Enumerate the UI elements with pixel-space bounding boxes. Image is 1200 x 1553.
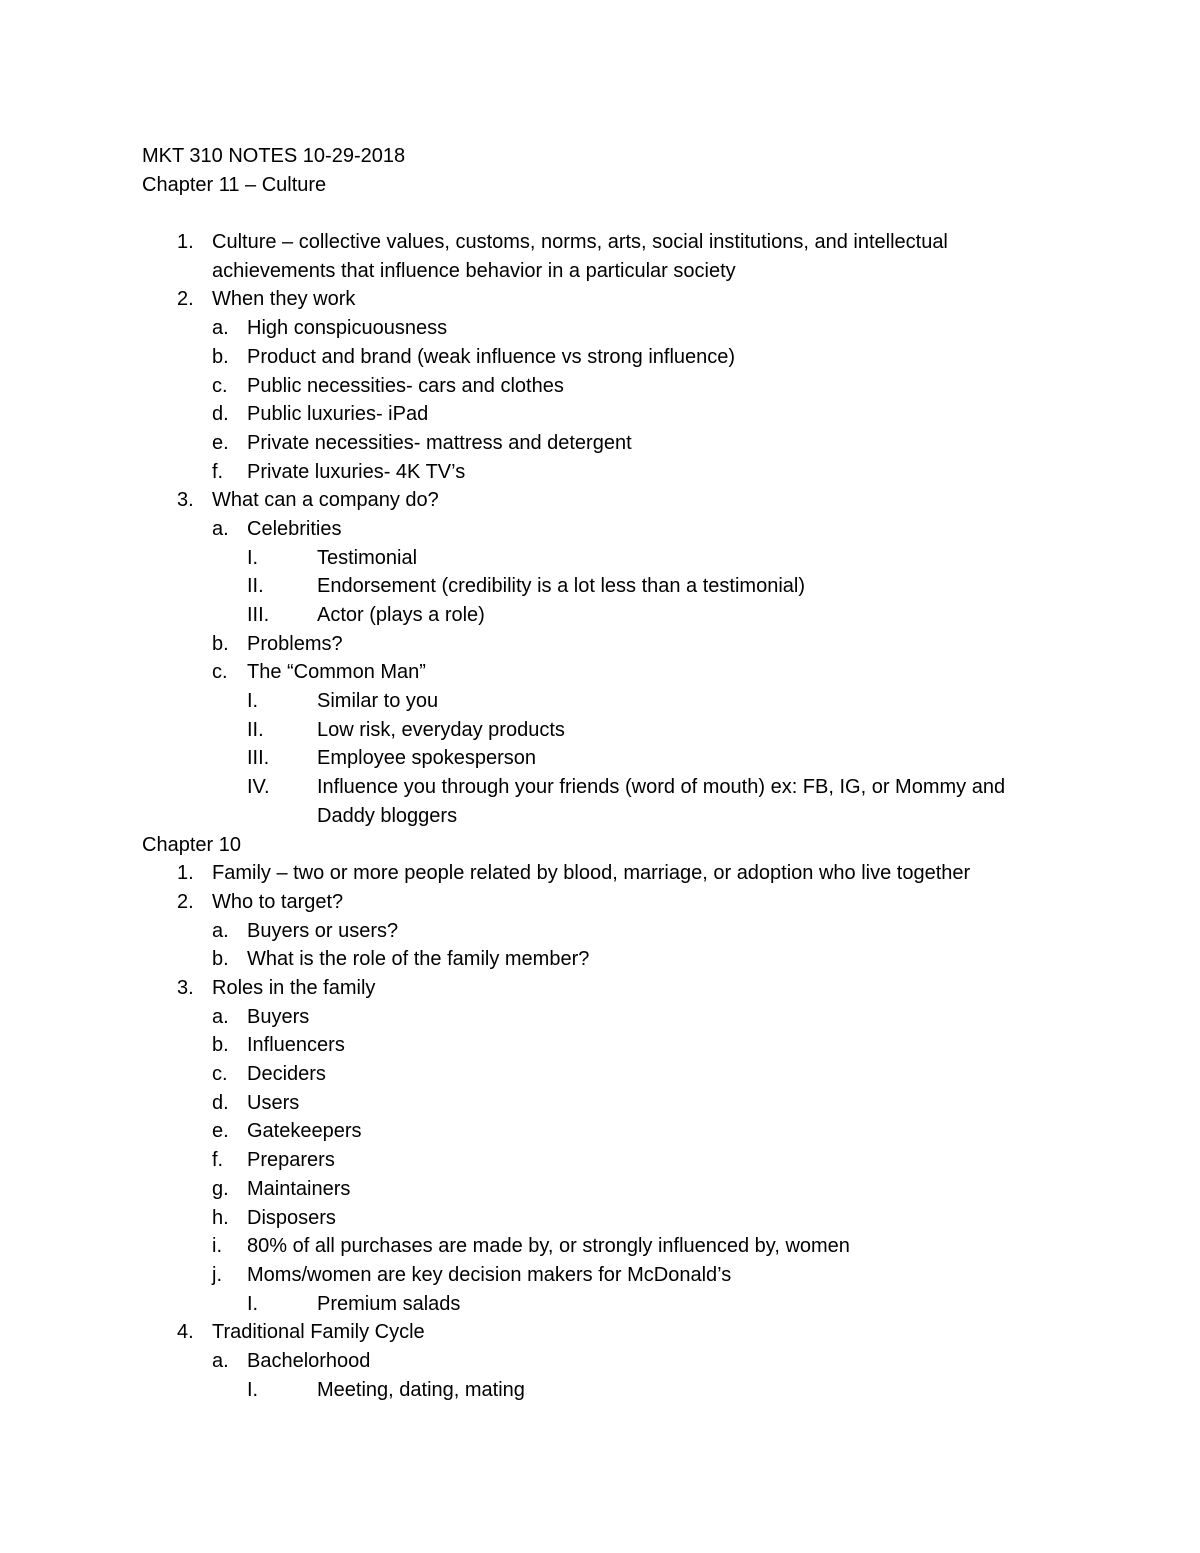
list-item [212,1146,1062,1175]
list-item-text: Influence you through your friends (word of mouth) ex: FB, IG, or Mommy and Daddy bloggers [317,776,1006,827]
page-title: MKT 310 NOTES 10-29-2018 [142,145,406,167]
list-marker: 2. [177,288,194,311]
list-marker: a. [212,1349,229,1372]
list-item-text: Actor (plays a role) [317,604,485,627]
list-marker: e. [212,1120,229,1143]
list-item-text: Testimonial [317,546,418,569]
list-item-text: Low risk, everyday products [317,718,565,741]
list-item [212,1204,1062,1233]
list-marker: I. [247,1292,259,1315]
list-item-text: Public luxuries- iPad [247,403,429,426]
list-item [212,314,1062,343]
list-marker: g. [212,1177,229,1200]
list-item-text: Roles in the family [212,977,376,999]
list-item-text: Preparers [247,1149,335,1172]
list-marker: e. [212,431,229,454]
list-item [212,1347,1062,1376]
list-item-text: Moms/women are key decision makers for McDonald’s [247,1263,732,1286]
list-marker: a. [212,919,229,942]
list-item [247,687,1062,716]
list-item [212,1261,1062,1290]
list-marker: 1. [177,862,194,885]
spacer [142,199,1062,228]
list-item-text: High conspicuousness [247,317,448,340]
list-marker: c. [212,1063,228,1086]
list-item [177,486,1062,515]
list-item-text: Deciders [247,1063,326,1086]
list-item-text: Users [247,1091,300,1114]
list-marker: III. [247,604,270,627]
list-marker: I. [247,546,259,569]
list-item [212,1003,1062,1032]
list-item-text: Bachelorhood [247,1349,371,1372]
list-item-text: Buyers or users? [247,919,399,942]
list-item [177,1318,1062,1347]
list-marker: III. [247,747,270,770]
list-item [212,1232,1062,1261]
list-item [212,429,1062,458]
list-marker: a. [212,317,229,340]
list-item-text: Employee spokesperson [317,747,537,770]
list-marker: j. [212,1263,222,1286]
list-item-text: Influencers [247,1034,345,1057]
list-marker: c. [212,374,228,397]
list-marker: IV. [247,776,270,799]
list-item [212,630,1062,659]
list-marker: II. [247,575,264,598]
list-item-text: The “Common Man” [247,661,426,684]
list-item [212,917,1062,946]
chapter-10-heading: Chapter 10 [142,833,241,856]
list-marker: d. [212,403,229,426]
list-item-text: Disposers [247,1206,336,1229]
list-item [247,601,1062,630]
chapter-11-heading: Chapter 11 – Culture [142,173,327,196]
list-item [247,773,1062,830]
list-marker: I. [247,690,259,713]
list-item-text: Traditional Family Cycle [212,1321,425,1344]
list-item-text: When they work [212,288,356,311]
list-item [247,1290,1062,1319]
list-item-text: Problems? [247,632,343,655]
list-item-text: Product and brand (weak influence vs strong influence) [247,345,736,368]
list-item-text: Public necessities- cars and clothes [247,374,564,397]
list-item [247,1376,1062,1405]
document-page [142,142,1062,1404]
list-marker: I. [247,1378,259,1401]
list-marker: 3. [177,977,194,999]
list-item [177,859,1062,888]
list-item [247,716,1062,745]
list-marker: i. [212,1235,222,1258]
list-item-text: 80% of all purchases are made by, or strongly influenced by, women [247,1235,850,1258]
list-marker: h. [212,1206,229,1229]
list-marker: b. [212,345,229,368]
list-item [212,372,1062,401]
list-marker: 4. [177,1321,194,1344]
list-item [247,544,1062,573]
list-item-text: Who to target? [212,890,344,913]
list-marker: 2. [177,890,194,913]
list-marker: a. [212,517,229,540]
list-marker: b. [212,1034,229,1057]
list-item [177,285,1062,314]
list-item [177,228,1062,285]
list-marker: c. [212,661,228,684]
list-item [177,888,1062,917]
list-marker: d. [212,1091,229,1114]
list-item-text: Gatekeepers [247,1120,362,1143]
list-item-text: Meeting, dating, mating [317,1378,525,1401]
list-item-text: Buyers [247,1005,310,1028]
list-marker: f. [212,460,224,483]
list-item-text: Similar to you [317,690,439,713]
list-item [212,1031,1062,1060]
list-marker: f. [212,1149,224,1172]
list-marker: b. [212,632,229,655]
list-item-text: Celebrities [247,517,342,540]
list-marker: 3. [177,489,194,512]
list-item [212,400,1062,429]
list-item-text: Private luxuries- 4K TV’s [247,460,466,483]
list-marker: a. [212,1005,229,1028]
list-item [212,515,1062,544]
list-item [247,572,1062,601]
list-item [247,744,1062,773]
list-item [212,945,1062,974]
list-item-text: Maintainers [247,1177,351,1200]
list-item [212,1089,1062,1118]
list-item-text: What can a company do? [212,489,439,512]
list-item [212,1117,1062,1146]
list-item [212,1175,1062,1204]
list-item-text: Family – two or more people related by blood, marriage, or adoption who live together [212,862,971,885]
list-item-text: Endorsement (credibility is a lot less than a testimonial) [317,575,805,598]
list-item [212,1060,1062,1089]
list-marker: II. [247,718,264,741]
list-item-text: Private necessities- mattress and detergent [247,431,632,454]
list-item [212,343,1062,372]
list-item [177,974,1062,1003]
list-marker: b. [212,948,229,971]
list-item-text: Premium salads [317,1292,461,1315]
list-item-text: What is the role of the family member? [247,948,590,971]
list-item [212,458,1062,487]
list-marker: 1. [177,231,194,254]
list-item-text: Culture – collective values, customs, norms, arts, social institutions, and intellectual achievements that influence behavior in a particular society [212,231,948,282]
list-item [212,658,1062,687]
